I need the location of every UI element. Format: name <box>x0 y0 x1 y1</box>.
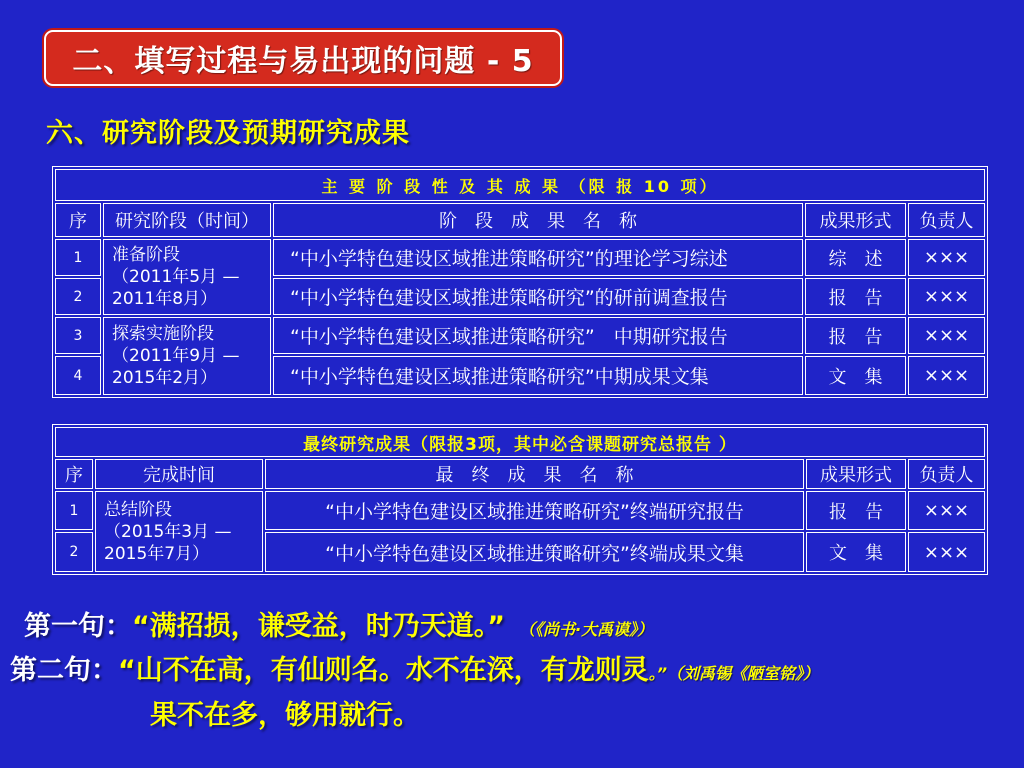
stage-period-start: （2015年3月 — <box>104 521 232 542</box>
result-form: 报 告 <box>805 317 906 354</box>
quote-continuation <box>150 696 420 736</box>
row-number: 4 <box>55 356 101 395</box>
quote-source: 。”（刘禹锡《陋室铭》） <box>648 664 820 683</box>
result-name: “中小学特色建设区域推进策略研究”的理论学习综述 <box>273 239 803 276</box>
header-stage: 研究阶段（时间） <box>103 203 271 237</box>
result-form: 报 告 <box>806 491 906 530</box>
header-result-form: 成果形式 <box>806 459 906 489</box>
table-row <box>55 491 985 530</box>
header-result-name: 最 终 成 果 名 称 <box>265 459 804 489</box>
result-form: 文 集 <box>805 356 906 395</box>
stage-period-end: 2015年2月） <box>112 368 218 388</box>
table-caption-row <box>55 427 985 457</box>
stage-period-start: （2011年5月 — <box>112 267 240 287</box>
header-no: 序 <box>55 203 101 237</box>
stage-period-cell <box>95 491 263 572</box>
quote-source: （《尚书·大禹谟》） <box>519 620 654 639</box>
header-owner: 负责人 <box>908 203 985 237</box>
row-number: 3 <box>55 317 101 354</box>
quote-text: “满招损，谦受益，时乃天道。” <box>132 611 505 642</box>
quote-label: 第二句： <box>10 655 118 686</box>
result-name: “中小学特色建设区域推进策略研究”终端成果文集 <box>265 532 804 572</box>
table-header-row <box>55 459 985 489</box>
row-number: 2 <box>55 278 101 315</box>
result-form: 文 集 <box>806 532 906 572</box>
table-row <box>55 317 985 354</box>
stage-period-cell <box>103 317 271 395</box>
header-completion-time: 完成时间 <box>95 459 263 489</box>
slide-title-box <box>44 30 562 86</box>
quote-line <box>10 651 819 694</box>
result-owner: ××× <box>908 278 985 315</box>
result-name: “中小学特色建设区域推进策略研究” 中期研究报告 <box>273 317 803 354</box>
stage-period-end: 2015年7月） <box>104 543 210 564</box>
slide-title: 二、填写过程与易出现的问题 - 5 <box>72 44 534 79</box>
header-no: 序 <box>55 459 93 489</box>
header-result-name: 阶 段 成 果 名 称 <box>273 203 803 237</box>
result-owner: ××× <box>908 317 985 354</box>
row-number: 1 <box>55 491 93 530</box>
result-form: 报 告 <box>805 278 906 315</box>
quote-label: 第一句： <box>24 611 132 642</box>
result-name: “中小学特色建设区域推进策略研究”的研前调查报告 <box>273 278 803 315</box>
stage-period-end: 2011年8月） <box>112 289 218 309</box>
row-number: 1 <box>55 239 101 276</box>
result-owner: ××× <box>908 532 985 572</box>
table-row <box>55 239 985 276</box>
section-heading: 六、研究阶段及预期研究成果 <box>46 118 410 149</box>
quote-continuation-text: 果不在多，够用就行。 <box>150 700 420 731</box>
final-table-caption: 最终研究成果（限报3项，其中必含课题研究总报告 ） <box>55 427 985 457</box>
result-owner: ××× <box>908 239 985 276</box>
result-owner: ××× <box>908 491 985 530</box>
stage-results-table <box>52 166 988 398</box>
row-number: 2 <box>55 532 93 572</box>
result-form: 综 述 <box>805 239 906 276</box>
result-owner: ××× <box>908 356 985 395</box>
quote-line <box>24 607 653 650</box>
stage-table-caption: 主 要 阶 段 性 及 其 成 果 （限 报 10 项） <box>55 169 985 201</box>
result-name: “中小学特色建设区域推进策略研究”中期成果文集 <box>273 356 803 395</box>
table-header-row <box>55 203 985 237</box>
result-name: “中小学特色建设区域推进策略研究”终端研究报告 <box>265 491 804 530</box>
stage-period-start: （2011年9月 — <box>112 346 240 366</box>
table-caption-row <box>55 169 985 201</box>
stage-name: 总结阶段 <box>104 499 172 520</box>
header-owner: 负责人 <box>908 459 985 489</box>
stage-period-cell <box>103 239 271 315</box>
quote-text: “山不在高，有仙则名。水不在深，有龙则灵 <box>118 655 649 686</box>
stage-name: 准备阶段 <box>112 245 180 265</box>
final-results-table <box>52 424 988 575</box>
stage-name: 探索实施阶段 <box>112 324 214 344</box>
header-result-form: 成果形式 <box>805 203 906 237</box>
